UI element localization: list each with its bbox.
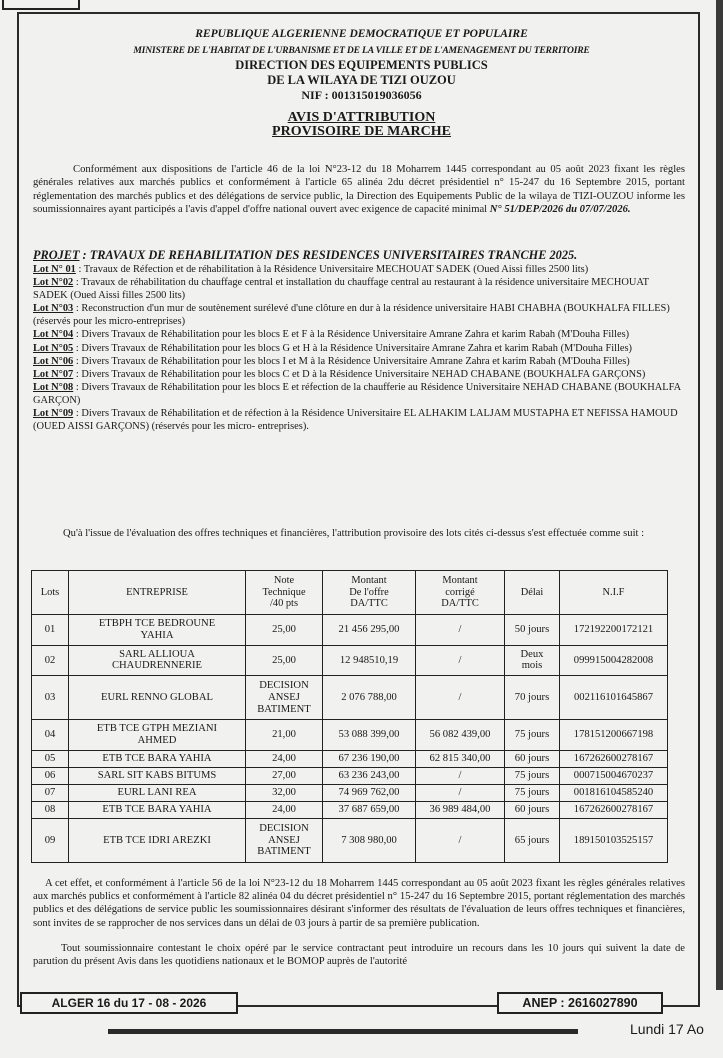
lot-key: Lot N°05 [33,342,74,354]
col-corrige-label: corrigé [445,586,475,598]
col-note-label: /40 pts [269,598,298,610]
lot-text: : Divers Travaux de Réhabilitation pour les blocs I et M à la Résidence Universitaire Amrane Zahra et karim Rabah (M'Douha Filles) [73,355,630,367]
attribution-table [31,570,668,863]
col-corrige-label: DA/TTC [441,598,479,610]
note-cell-text: 24,00 [272,753,296,764]
lot-cell-text: 03 [44,691,56,703]
corrige-cell-text: / [458,654,462,666]
montant-cell-text: 63 236 243,00 [338,770,400,782]
lot-text: : Divers Travaux de Réhabilitation pour les blocs G et H à la Résidence Universitaire Amrane Zahra et karim Rabah (M'Douha Filles) [73,342,633,354]
nif-cell [560,645,668,676]
delai-cell-text: 75 jours [514,729,550,741]
delai-cell-text: 65 jours [514,834,550,846]
table-row [32,720,668,751]
entreprise-cell [69,818,246,862]
montant-cell-text: 74 969 762,00 [338,787,400,799]
entreprise-cell [69,720,246,751]
lot-item [33,407,685,433]
direction-heading: DIRECTION DES EQUIPEMENTS PUBLICS [235,58,488,72]
corrige-cell [416,720,505,751]
delai-cell-text: 60 jours [514,804,550,816]
corrige-cell [416,801,505,818]
entreprise-cell-text: SARL SIT KABS BITUMS [97,770,217,782]
col-entreprise [69,571,246,615]
corrige-cell [416,676,505,720]
table-row [32,645,668,676]
montant-cell [323,720,416,751]
lot-cell [32,818,69,862]
table-row [32,750,668,767]
delai-cell [505,676,560,720]
lot-cell-text: 05 [44,753,56,764]
table-header-row [32,571,668,615]
note-cell [246,615,323,646]
notice-title-line2: PROVISOIRE DE MARCHE [272,124,451,139]
montant-cell [323,676,416,720]
lot-cell-text: 04 [44,729,56,741]
entreprise-cell [69,801,246,818]
lot-text: : Divers Travaux de Réhabilitation et de réfection à la Résidence Universitaire EL ALHAKIM LALJAM MUSTAPHA ET NEFISSA HAMOUD (OUED AISSI GARÇONS) (réservés pour les micro- entreprises). [33,408,678,433]
montant-cell-text: 53 088 399,00 [338,729,400,741]
lot-key: Lot N° 01 [33,264,76,275]
note-cell-text: ANSEJ [268,834,300,846]
lot-key: Lot N°03 [33,303,74,315]
lot-key: Lot N°09 [33,408,74,420]
closing-paragraph-2: Tout soumissionnaire contestant le choix opéré par le service contractant peut introduire un recours dans les 10 jours qui suivent la date de parution du présent Avis dans les quotidiens nationaux et le BOMOP auprès de l'autorité [33,943,685,968]
col-note [246,571,323,615]
lot-cell [32,801,69,818]
entreprise-cell [69,784,246,801]
col-nif-label: N.I.F [602,586,625,598]
nif-cell [560,784,668,801]
col-corrige-label: Montant [442,575,478,587]
col-montant-label: DA/TTC [350,598,388,610]
entreprise-cell-text: SARL ALLIOUA [119,648,195,660]
entreprise-cell [69,645,246,676]
corrige-cell [416,818,505,862]
note-cell [246,720,323,751]
entreprise-cell-text: ETB TCE GTPH MEZIANI [96,723,218,735]
nif-cell-text: 178151200667198 [573,729,654,741]
col-corrige [416,571,505,615]
note-cell-text: 27,00 [272,770,296,782]
table-row [32,818,668,862]
note-cell-text: DECISION [259,680,309,692]
entreprise-cell [69,767,246,784]
montant-cell-text: 37 687 659,00 [338,804,400,816]
col-entreprise-label: ENTREPRISE [126,586,188,598]
lot-item [33,381,685,407]
lot-cell-text: 08 [44,804,56,816]
montant-cell [323,767,416,784]
note-cell-text: 24,00 [272,804,296,816]
entreprise-cell-text: ETBPH TCE BEDROUNE [98,618,216,630]
montant-cell [323,801,416,818]
delai-cell [505,767,560,784]
table-row [32,801,668,818]
montant-cell-text: 7 308 980,00 [341,834,397,846]
lot-key: Lot N°07 [33,368,74,380]
bottom-rule [108,1029,578,1034]
top-margin-box [2,0,80,10]
delai-cell-text: 50 jours [514,624,550,636]
tender-reference: N° 51/DEP/2026 du 07/07/2026. [489,204,631,216]
lot-cell [32,720,69,751]
corrige-cell-text: / [458,624,462,636]
corrige-cell-text: / [458,787,462,799]
delai-cell [505,750,560,767]
lot-item [33,302,685,328]
lot-text: : Travaux de réhabilitation du chauffage central et installation du chauffage central au restaurant à la résidence universitaire MECHOUAT SADEK (Oued Aissi filles 2500 lits) [33,277,649,302]
montant-cell-text: 67 236 190,00 [338,753,400,764]
corrige-cell-text: / [458,834,462,846]
note-cell-text: 32,00 [272,787,296,799]
lot-key: Lot N°06 [33,355,74,367]
lot-cell [32,615,69,646]
table-row [32,784,668,801]
nif-cell-text: 000715004670237 [573,770,654,782]
delai-cell-text: 70 jours [514,691,550,703]
lot-item [33,342,685,355]
lot-text: : Divers Travaux de Réhabilitation pour les blocs E et réfection de la chaufferie au Résidence Universitaire NEHAD CHABANE (BOUKHALFA GARÇON) [33,381,681,406]
lot-cell-text: 07 [44,787,56,799]
nif-cell-text: 001816104585240 [573,787,654,799]
delai-cell [505,801,560,818]
publication-stamp: ALGER 16 du 17 - 08 - 2026 [20,992,238,1014]
lot-cell-text: 02 [44,654,56,666]
montant-cell [323,818,416,862]
entreprise-cell [69,750,246,767]
corrige-cell [416,615,505,646]
col-lots [32,571,69,615]
nif-cell-text: 189150103525157 [573,834,654,846]
newspaper-date: Lundi 17 Ao [630,1021,704,1037]
note-cell-text: BATIMENT [257,846,311,858]
intro-text: Conformément aux dispositions de l'article 46 de la loi N°23-12 du 18 Moharrem 1445 correspondant au 05 août 2023 fixant les règles générales relatives aux marchés publics et conformément à l'article 65 alinéa 2du décret présidentiel n° 15-247 du 16 Septembre 2015, portant réglementation des marchés publics et des délégations de service public, la Direction des Equipements Public de la wilaya de TIZI-OUZOU informe les soumissionnaires ayant participés a l'avis d'appel d'offre national ouvert avec exigence de capacité minimal [33,164,685,216]
col-delai [505,571,560,615]
delai-cell [505,784,560,801]
nif-cell [560,801,668,818]
lot-item [33,276,685,302]
corrige-cell-text: 36 989 484,00 [429,804,491,816]
entreprise-cell [69,615,246,646]
outcome-paragraph: Qu'à l'issue de l'évaluation des offres techniques et financières, l'attribution provisoire des lots cités ci-dessus s'est effectuée comme suit : [63,528,645,539]
entreprise-cell-text: EURL LANI REA [117,787,197,799]
delai-cell-text: 60 jours [514,753,550,764]
note-cell-text: 25,00 [272,624,296,636]
lot-cell [32,750,69,767]
delai-cell-text: Deux [520,648,544,660]
montant-cell [323,645,416,676]
right-column-rule [716,0,723,990]
corrige-cell-text: / [458,691,462,703]
entreprise-cell-text: ETB TCE BARA YAHIA [102,804,212,816]
col-montant-label: Montant [351,575,387,587]
entreprise-cell-text: AHMED [137,735,177,747]
notice-title-line1: AVIS D'ATTRIBUTION [287,110,436,125]
corrige-cell [416,784,505,801]
note-cell-text: ANSEJ [268,691,300,703]
delai-cell-text: 75 jours [514,787,550,799]
corrige-cell [416,750,505,767]
nif-cell-text: 099915004282008 [573,654,654,666]
project-title [33,248,693,262]
lot-text: : Divers Travaux de Réhabilitation pour les blocs C et D à la Résidence Universitaire NEHAD CHABANE (BOUKHALFA GARÇONS) [73,368,646,380]
delai-cell [505,615,560,646]
nif-cell-text: 167262600278167 [573,804,654,816]
delai-cell [505,818,560,862]
entreprise-cell-text: ETB TCE BARA YAHIA [102,753,212,764]
note-cell-text: BATIMENT [257,703,311,715]
lot-cell-text: 01 [44,624,56,636]
montant-cell [323,615,416,646]
lot-cell-text: 09 [44,834,56,846]
note-cell [246,645,323,676]
note-cell [246,784,323,801]
lot-text: : Divers Travaux de Réhabilitation pour les blocs E et F à la Résidence Universitaire Amrane Zahra et karim Rabah (M'Douha Filles) [73,329,630,341]
lot-item [33,355,685,368]
lot-text: : Reconstruction d'un mur de soutènement surélevé d'une clôture en dur à la résidence universitaire HABI CHABHA (BOUKHALFA FILLES) (réservés pour les micro-entreprises) [33,303,670,328]
nif-cell-text: 167262600278167 [573,753,654,764]
anep-reference: ANEP : 2616027890 [497,992,663,1014]
delai-cell [505,720,560,751]
lot-cell-text: 06 [44,770,56,782]
col-montant [323,571,416,615]
montant-cell-text: 12 948510,19 [339,654,399,666]
table-row [32,676,668,720]
montant-cell-text: 2 076 788,00 [341,691,397,703]
wilaya-heading: DE LA WILAYA DE TIZI OUZOU [267,73,456,87]
nif-cell [560,615,668,646]
corrige-cell [416,645,505,676]
lot-cell [32,676,69,720]
entreprise-cell-text: ETB TCE IDRI AREZKI [103,834,211,846]
nif-cell-text: 172192200172121 [573,624,654,636]
nif-cell [560,720,668,751]
lots-list [33,263,685,433]
corrige-cell-text: 56 082 439,00 [429,729,491,741]
republic-heading: REPUBLIQUE ALGERIENNE DEMOCRATIQUE ET POPULAIRE [195,28,528,40]
note-cell-text: 25,00 [272,654,296,666]
lot-key: Lot N°02 [33,277,74,289]
ministry-heading: MINISTERE DE L'HABITAT DE L'URBANISME ET DE LA VILLE ET DE L'AMENAGEMENT DU TERRITOIRE [133,45,590,56]
lot-item [33,328,685,341]
col-lots-label: Lots [40,586,60,598]
note-cell-text: DECISION [259,823,309,835]
corrige-cell [416,767,505,784]
delai-cell-text: mois [521,660,543,672]
nif-cell [560,676,668,720]
col-note-label: Note [273,575,295,587]
note-cell-text: 21,00 [272,729,296,741]
delai-cell-text: 75 jours [514,770,550,782]
note-cell [246,818,323,862]
col-delai-label: Délai [520,586,544,598]
note-cell [246,801,323,818]
col-nif [560,571,668,615]
montant-cell [323,750,416,767]
delai-cell [505,645,560,676]
corrige-cell-text: 62 815 340,00 [429,753,491,764]
lot-cell [32,645,69,676]
nif-cell [560,818,668,862]
table-body [32,615,668,863]
entreprise-cell-text: CHAUDRENNERIE [111,660,203,672]
intro-paragraph [33,163,685,217]
nif-cell-text: 002116101645867 [573,691,654,703]
lot-item [33,263,685,276]
col-montant-label: De l'offre [349,586,389,598]
entreprise-cell [69,676,246,720]
lot-item [33,368,685,381]
closing-paragraph-1: A cet effet, et conformément à l'article 56 de la loi N°23-12 du 18 Moharrem 1445 correspondant au 05 août 2023 fixant les règles générales relatives aux marchés publics et conformément à l'article 82 alinéa 04 du décret présidentiel n° 15-247 du 16 Septembre 2015, portant réglementation des marchés publics et des délégations de service public les soumissionnaires désirant s'informer des résultats de l'évaluation de leurs offres techniques et financières, sont invites de se rapprocher de nos services dans un délai de 03 jours à partir de sa première publication. [33,878,685,929]
table-row [32,615,668,646]
montant-cell [323,784,416,801]
corrige-cell-text: / [458,770,462,782]
montant-cell-text: 21 456 295,00 [338,624,400,636]
note-cell [246,750,323,767]
entreprise-cell-text: EURL RENNO GLOBAL [100,691,213,703]
nif-cell [560,750,668,767]
nif-cell [560,767,668,784]
table-row [32,767,668,784]
project-name: : TRAVAUX DE REHABILITATION DES RESIDENCES UNIVERSITAIRES TRANCHE 2025. [79,248,578,262]
note-cell [246,676,323,720]
note-cell [246,767,323,784]
lot-key: Lot N°08 [33,381,74,393]
lot-key: Lot N°04 [33,329,74,341]
lot-text: : Travaux de Réfection et de réhabilitation à la Résidence Universitaire MECHOUAT SADEK (Oued Aissi filles 2500 lits) [75,264,589,275]
lot-cell [32,784,69,801]
entreprise-cell-text: YAHIA [140,629,174,641]
project-label: PROJET [33,248,80,262]
nif-heading: NIF : 001315019036056 [301,88,422,102]
lot-cell [32,767,69,784]
col-note-label: Technique [262,586,306,598]
